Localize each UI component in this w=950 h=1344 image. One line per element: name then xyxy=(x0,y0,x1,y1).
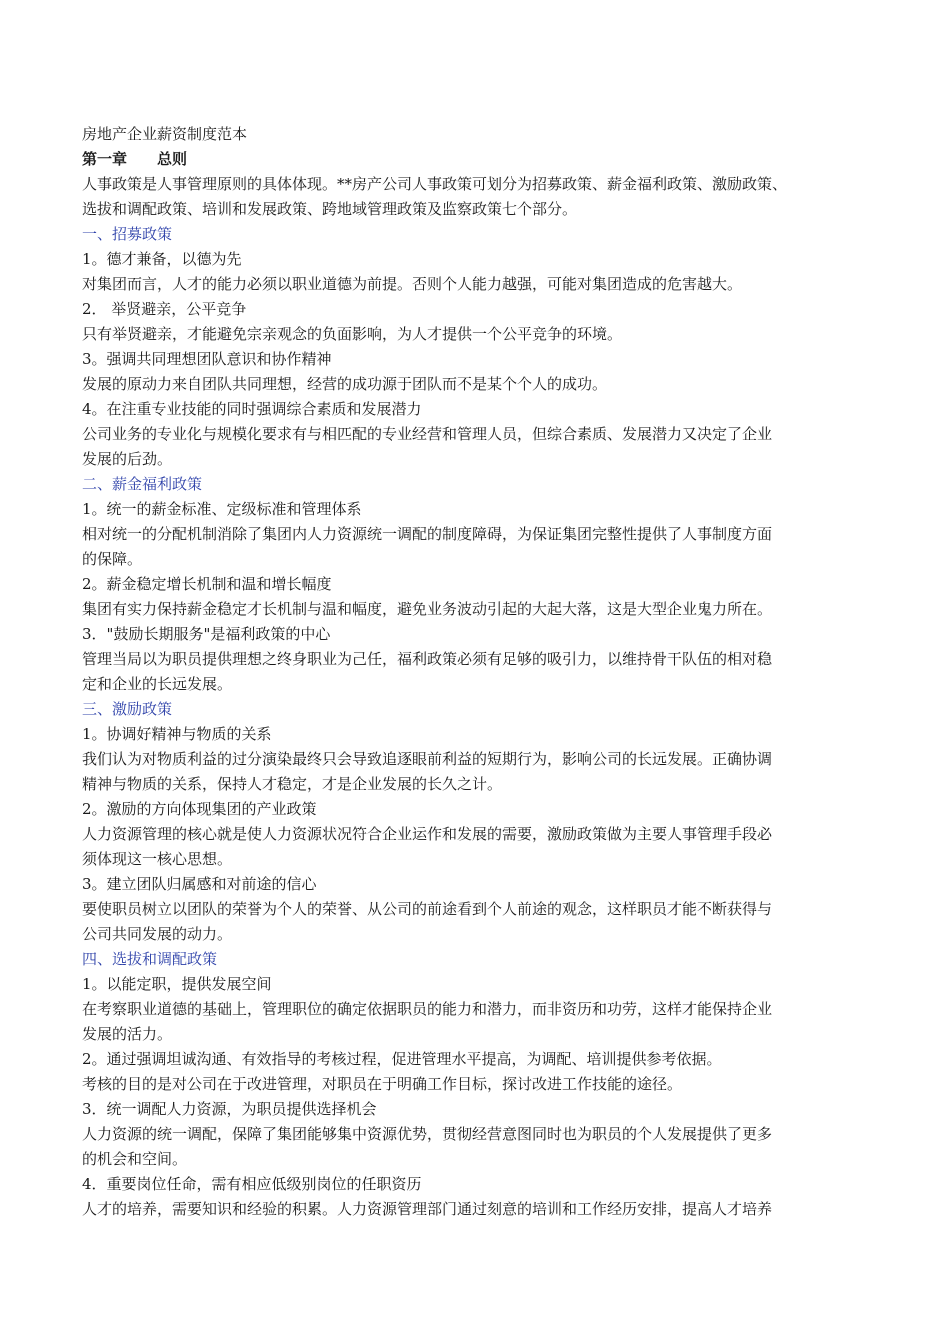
item-title: 3．"鼓励长期服务"是福利政策的中心 xyxy=(82,625,331,643)
item-body: 公司共同发展的动力。 xyxy=(82,925,233,943)
item-body: 我们认为对物质利益的过分演染最终只会导致追逐眼前利益的短期行为，影响公司的长远发展。正确协调 xyxy=(82,750,773,768)
item-body: 发展的活力。 xyxy=(82,1025,173,1043)
item-title: 3．统一调配人力资源，为职员提供选择机会 xyxy=(82,1100,377,1118)
item-title: 3。强调共同理想团队意识和协作精神 xyxy=(82,350,332,368)
item-body: 人力资源的统一调配，保障了集团能够集中资源优势，贯彻经营意图同时也为职员的个人发展提供了更多 xyxy=(82,1125,773,1143)
item-body: 集团有实力保持薪金稳定才长机制与温和幅度，避免业务波动引起的大起大落，这是大型企业鬼力所在。 xyxy=(82,600,773,618)
document-title: 房地产企业薪资制度范本 xyxy=(82,125,248,143)
item-body: 人力资源管理的核心就是使人力资源状况符合企业运作和发展的需要，激励政策做为主要人事管理手段必 xyxy=(82,825,773,843)
section-heading: 四、选拔和调配政策 xyxy=(82,950,218,968)
item-body: 定和企业的长远发展。 xyxy=(82,675,233,693)
item-title: 4。在注重专业技能的同时强调综合素质和发展潜力 xyxy=(82,400,422,418)
item-body: 人才的培养，需要知识和经验的积累。人力资源管理部门通过刻意的培训和工作经历安排，提高人才培养 xyxy=(82,1200,773,1218)
document-page xyxy=(82,122,872,1222)
section-selection xyxy=(82,947,872,1222)
item-body: 的保障。 xyxy=(82,550,143,568)
item-body: 精神与物质的关系，保持人才稳定，才是企业发展的长久之计。 xyxy=(82,775,503,793)
item-body: 管理当局以为职员提供理想之终身职业为己任，福利政策必须有足够的吸引力，以维持骨干队伍的相对稳 xyxy=(82,650,773,668)
section-heading: 一、招募政策 xyxy=(82,225,173,243)
section-recruitment xyxy=(82,222,872,472)
item-title: 3。建立团队归属感和对前途的信心 xyxy=(82,875,317,893)
item-body: 考核的目的是对公司在于改进管理，对职员在于明确工作目标，探讨改进工作技能的途径。 xyxy=(82,1075,683,1093)
item-body: 相对统一的分配机制消除了集团内人力资源统一调配的制度障碍，为保证集团完整性提供了人事制度方面 xyxy=(82,525,773,543)
item-title: 2。薪金稳定增长机制和温和增长幅度 xyxy=(82,575,332,593)
intro-line: 人事政策是人事管理原则的具体体现。**房产公司人事政策可划分为招募政策、薪金福利政策、激励政策、 xyxy=(82,175,788,193)
item-title: 1。协调好精神与物质的关系 xyxy=(82,725,272,743)
item-title: 2． 举贤避亲，公平竞争 xyxy=(82,300,247,318)
item-title: 1。德才兼备，以德为先 xyxy=(82,250,242,268)
item-body: 在考察职业道德的基础上，管理职位的确定依据职员的能力和潜力，而非资历和功劳，这样才能保持企业 xyxy=(82,1000,773,1018)
item-body: 只有举贤避亲，才能避免宗亲观念的负面影响，为人才提供一个公平竞争的环境。 xyxy=(82,325,623,343)
chapter-heading: 第一章 总则 xyxy=(82,150,188,168)
intro-line: 选拔和调配政策、培训和发展政策、跨地域管理政策及监察政策七个部分。 xyxy=(82,200,578,218)
item-body: 须体现这一核心思想。 xyxy=(82,850,233,868)
item-body: 发展的后劲。 xyxy=(82,450,173,468)
section-compensation xyxy=(82,472,872,697)
item-title: 2。激励的方向体现集团的产业政策 xyxy=(82,800,317,818)
item-title: 2。通过强调坦诚沟通、有效指导的考核过程，促进管理水平提高，为调配、培训提供参考依据。 xyxy=(82,1050,722,1068)
item-body: 公司业务的专业化与规模化要求有与相匹配的专业经营和管理人员，但综合素质、发展潜力又决定了企业 xyxy=(82,425,773,443)
item-body: 要使职员树立以团队的荣誉为个人的荣誉、从公司的前途看到个人前途的观念，这样职员才能不断获得与 xyxy=(82,900,773,918)
item-title: 1。以能定职，提供发展空间 xyxy=(82,975,272,993)
item-title: 4．重要岗位任命，需有相应低级别岗位的任职资历 xyxy=(82,1175,422,1193)
section-heading: 三、激励政策 xyxy=(82,700,173,718)
section-heading: 二、薪金福利政策 xyxy=(82,475,203,493)
item-title: 1。统一的薪金标准、定级标准和管理体系 xyxy=(82,500,362,518)
item-body: 对集团而言，人才的能力必须以职业道德为前提。否则个人能力越强，可能对集团造成的危害越大。 xyxy=(82,275,743,293)
item-body: 的机会和空间。 xyxy=(82,1150,188,1168)
section-incentives xyxy=(82,697,872,947)
item-body: 发展的原动力来自团队共同理想，经营的成功源于团队而不是某个个人的成功。 xyxy=(82,375,608,393)
